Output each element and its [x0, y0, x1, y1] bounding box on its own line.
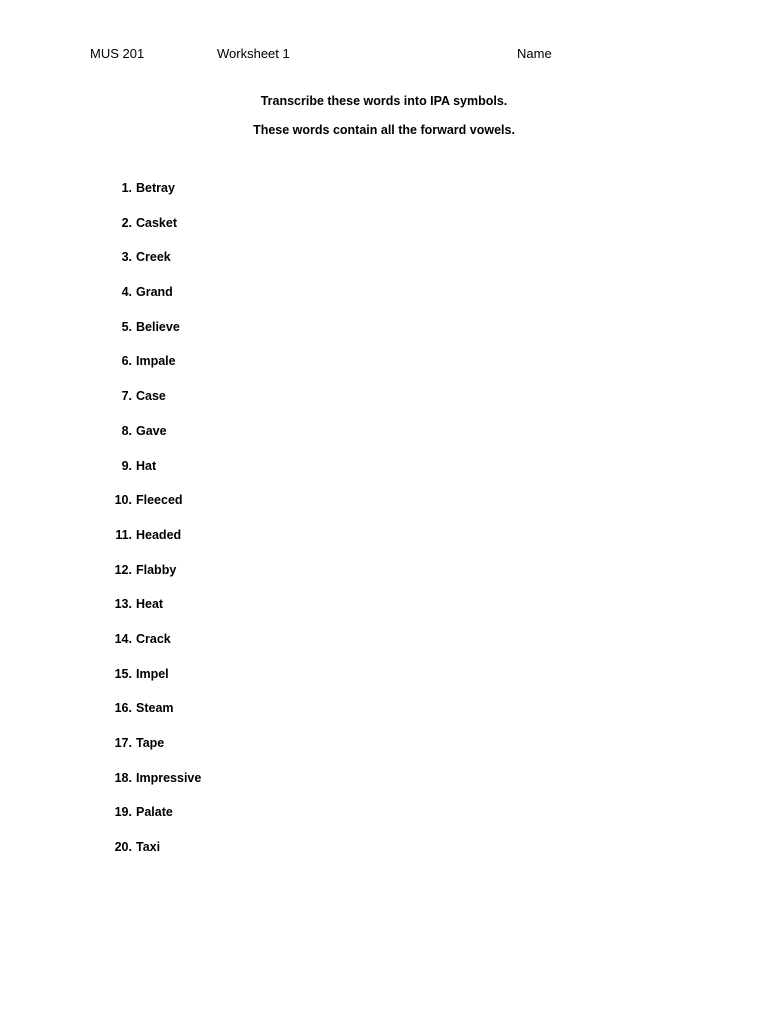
- word-text: Tape: [136, 736, 165, 750]
- word-text: Case: [136, 389, 166, 404]
- list-item: [0, 631, 768, 666]
- word-number: 14.: [114, 631, 132, 646]
- word-list: [0, 180, 768, 874]
- word-text: Hat: [136, 458, 157, 473]
- word-text: Flabby: [136, 562, 177, 577]
- instruction-forward-vowels: These words contain all the forward vowels.: [253, 123, 515, 137]
- word-text: Grand: [136, 285, 173, 300]
- word-text: Headed: [136, 527, 182, 542]
- list-item: [0, 839, 768, 874]
- list-item: [0, 284, 768, 319]
- word-number: 18.: [114, 770, 132, 785]
- word-text: Steam: [136, 701, 174, 716]
- word-number: 12.: [114, 562, 132, 577]
- word-number: 3.: [121, 250, 132, 265]
- word-number: 15.: [114, 666, 132, 681]
- word-number: 2.: [121, 215, 132, 230]
- list-item: [0, 215, 768, 250]
- word-text: Impale: [136, 354, 176, 369]
- list-item: [0, 666, 768, 701]
- word-text: Creek: [136, 250, 171, 265]
- list-item: [0, 180, 768, 215]
- course-code: MUS 201: [90, 46, 145, 61]
- list-item: [0, 458, 768, 493]
- list-item: [0, 423, 768, 458]
- word-text: Gave: [136, 423, 167, 438]
- word-number: 10.: [114, 493, 132, 508]
- word-text: Taxi: [136, 840, 161, 855]
- list-item: [0, 700, 768, 735]
- word-number: 16.: [114, 701, 132, 716]
- word-text: Betray: [136, 181, 175, 195]
- word-number: 9.: [121, 458, 132, 473]
- word-number: 5.: [121, 319, 132, 334]
- worksheet-title: Worksheet 1: [217, 46, 290, 61]
- list-item: [0, 492, 768, 527]
- name-label: Name: [517, 46, 552, 61]
- list-item: [0, 319, 768, 354]
- list-item: [0, 735, 768, 770]
- list-item: [0, 596, 768, 631]
- instruction-transcribe: Transcribe these words into IPA symbols.: [260, 94, 508, 108]
- word-number: 6.: [121, 354, 132, 369]
- word-text: Fleeced: [136, 493, 183, 508]
- word-text: Palate: [136, 805, 173, 820]
- list-item: [0, 804, 768, 839]
- word-text: Impel: [136, 666, 169, 681]
- word-number: 1.: [121, 181, 132, 195]
- word-number: 20.: [114, 840, 132, 855]
- word-text: Impressive: [136, 770, 202, 785]
- word-number: 19.: [114, 805, 132, 820]
- list-item: [0, 388, 768, 423]
- word-number: 17.: [114, 736, 132, 750]
- word-text: Heat: [136, 597, 164, 612]
- list-item: [0, 527, 768, 562]
- list-item: [0, 770, 768, 805]
- list-item: [0, 249, 768, 284]
- word-text: Crack: [136, 631, 171, 646]
- list-item: [0, 353, 768, 388]
- list-item: [0, 562, 768, 597]
- word-text: Casket: [136, 215, 177, 230]
- word-number: 7.: [121, 389, 132, 404]
- word-text: Believe: [136, 319, 180, 334]
- word-number: 11.: [115, 527, 132, 542]
- word-number: 8.: [121, 423, 132, 438]
- word-number: 13.: [114, 597, 132, 612]
- word-number: 4.: [121, 285, 132, 300]
